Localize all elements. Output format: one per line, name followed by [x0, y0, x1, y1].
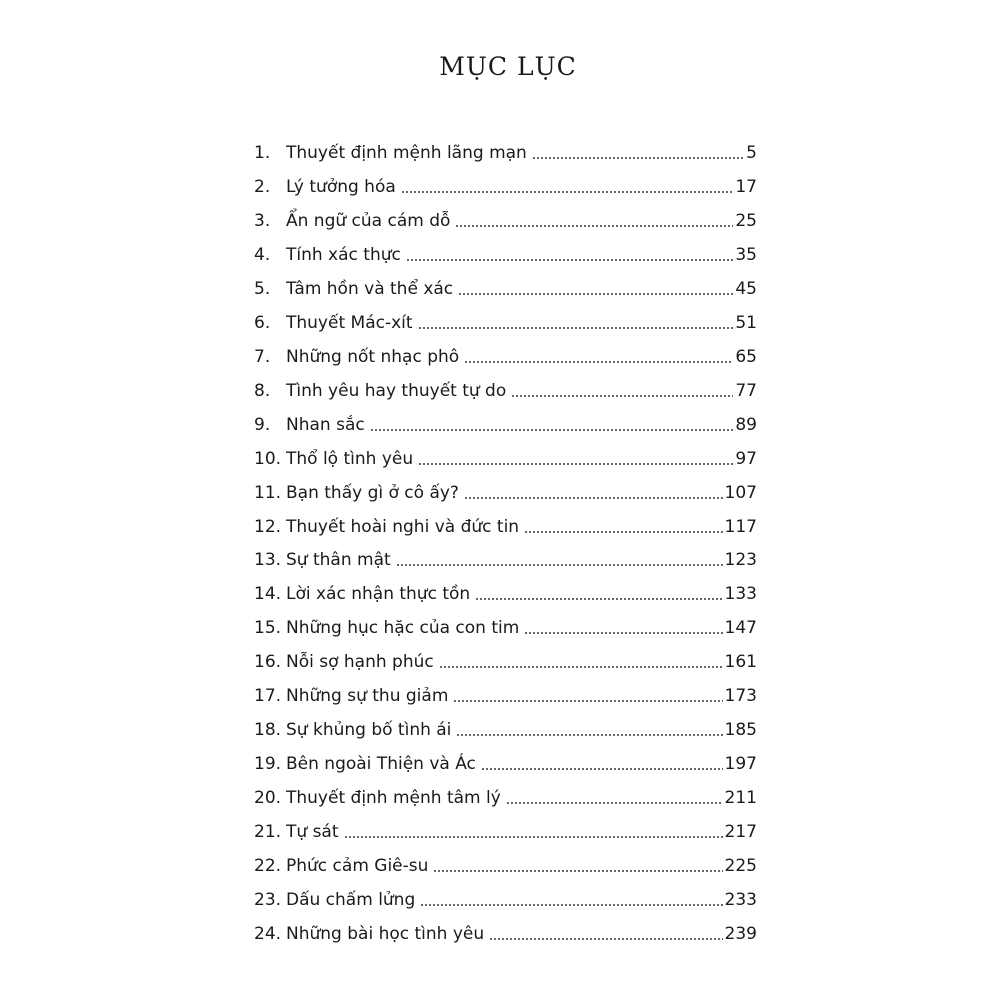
toc-entry-title: Tâm hồn và thể xác: [286, 278, 454, 299]
dot-leader: [464, 497, 723, 499]
toc-entry-number: 17.: [254, 686, 282, 707]
toc-entry-number: 21.: [254, 822, 282, 842]
toc-entry-number: 7.: [254, 346, 271, 367]
dot-leader: [418, 463, 733, 465]
toc-entry-title: Thuyết hoài nghi và đức tin: [286, 516, 520, 537]
dot-leader: [439, 666, 723, 668]
toc-entry-title: Dấu chấm lửng: [286, 889, 416, 910]
toc-entry: [254, 274, 757, 304]
toc-entry-page: 97: [735, 448, 757, 469]
dot-leader: [418, 327, 734, 329]
toc-entry-page: 89: [735, 414, 757, 435]
toc-entry: [254, 512, 757, 542]
toc-entry-page: 239: [724, 923, 757, 944]
dot-leader: [370, 429, 734, 431]
toc-entry-page: 35: [735, 244, 757, 265]
toc-entry: [254, 545, 757, 575]
toc-entry: [254, 647, 757, 677]
toc-entry-number: 16.: [254, 652, 282, 673]
toc-entry-title: Phức cảm Giê-su: [286, 856, 429, 876]
toc-entry-title: Ẩn ngữ của cám dỗ: [286, 210, 451, 231]
toc-entry-page: 51: [735, 312, 757, 333]
toc-entry-title: Bên ngoài Thiện và Ác: [286, 754, 476, 775]
toc-entry-title: Nhan sắc: [286, 414, 365, 435]
toc-entry-page: 45: [735, 278, 757, 299]
toc-entry-page: 65: [735, 346, 757, 367]
toc-entry: [254, 138, 757, 168]
toc-entry-number: 18.: [254, 720, 282, 741]
toc-entry-title: Nỗi sợ hạnh phúc: [286, 652, 434, 673]
toc-entry-title: Thuyết định mệnh tâm lý: [286, 788, 501, 809]
toc-entry-number: 23.: [254, 889, 282, 910]
toc-entry-page: 123: [724, 550, 757, 571]
toc-entry-number: 5.: [254, 278, 271, 299]
toc-entry-page: 173: [724, 686, 757, 707]
toc-entry: [254, 851, 757, 881]
toc-entry-number: 8.: [254, 380, 271, 401]
dot-leader: [524, 531, 722, 533]
toc-entry: [254, 715, 757, 745]
toc-entry-number: 12.: [254, 516, 282, 537]
toc-entry-number: 20.: [254, 788, 282, 809]
toc-entry-title: Thuyết Mác-xít: [286, 312, 413, 333]
dot-leader: [524, 632, 722, 634]
toc-entry-title: Những nốt nhạc phô: [286, 346, 460, 367]
toc-entry-page: 17: [735, 176, 757, 197]
dot-leader: [464, 361, 733, 363]
toc-entry-page: 217: [724, 822, 757, 842]
toc-entry-page: 211: [724, 788, 757, 809]
toc-entry-number: 1.: [254, 143, 271, 163]
toc-entry-page: 161: [724, 652, 757, 673]
toc-entry: [254, 478, 757, 508]
toc-entry-number: 15.: [254, 618, 282, 639]
toc-entry-page: 197: [724, 754, 757, 775]
dot-leader: [511, 395, 733, 397]
toc-entry-number: 10.: [254, 448, 282, 469]
toc-entry: [254, 376, 757, 406]
toc-entry-number: 9.: [254, 414, 271, 435]
dot-leader: [406, 259, 734, 261]
toc-entry-page: 185: [724, 720, 757, 741]
toc-entry-title: Những hục hặc của con tim: [286, 618, 520, 639]
toc-entry-number: 6.: [254, 312, 271, 333]
toc-entry-number: 14.: [254, 584, 282, 605]
toc-entry-title: Lý tưởng hóa: [286, 176, 396, 197]
toc-entry: [254, 240, 757, 270]
toc-entry-number: 24.: [254, 923, 282, 944]
toc-entry-page: 107: [724, 482, 757, 503]
dot-leader: [506, 802, 723, 804]
toc-entry-page: 225: [724, 856, 757, 876]
toc-entry-title: Sự thân mật: [286, 550, 391, 571]
dot-leader: [458, 293, 733, 295]
toc-entry-number: 11.: [254, 482, 282, 503]
toc-entry: [254, 444, 757, 474]
toc-entry-title: Bạn thấy gì ở cô ấy?: [286, 482, 459, 503]
dot-leader: [481, 768, 723, 770]
toc-entry-title: Thổ lộ tình yêu: [286, 448, 414, 469]
toc-entry-page: 233: [724, 889, 757, 910]
toc-entry-number: 3.: [254, 210, 271, 231]
dot-leader: [401, 191, 734, 193]
dot-leader: [344, 836, 723, 838]
toc-entry-page: 133: [724, 584, 757, 605]
dot-leader: [396, 564, 723, 566]
toc-entry-title: Tự sát: [286, 822, 339, 842]
toc-entry: [254, 817, 757, 847]
dot-leader: [420, 904, 722, 906]
toc-entry-title: Tính xác thực: [286, 244, 401, 265]
toc-entry: [254, 206, 757, 236]
dot-leader: [489, 938, 722, 940]
toc-entry-title: Những bài học tình yêu: [286, 923, 485, 944]
toc-entry-title: Sự khủng bố tình ái: [286, 720, 452, 741]
dot-leader: [455, 225, 733, 227]
toc-entry: [254, 681, 757, 711]
toc-entry: [254, 172, 757, 202]
dot-leader: [532, 157, 744, 159]
toc-entry-number: 2.: [254, 176, 271, 197]
toc-entry-page: 25: [735, 210, 757, 231]
dot-leader: [453, 700, 722, 702]
toc-entry-title: Thuyết định mệnh lãng mạn: [286, 143, 527, 163]
toc-entry-number: 13.: [254, 550, 282, 571]
toc-entry-title: Lời xác nhận thực tồn: [286, 584, 471, 605]
toc-entry: [254, 783, 757, 813]
toc-entry-number: 19.: [254, 754, 282, 775]
dot-leader: [475, 598, 722, 600]
toc-entry-page: 5: [746, 143, 757, 163]
toc-entry-title: Tình yêu hay thuyết tự do: [286, 380, 507, 401]
toc-entry: [254, 308, 757, 338]
toc-entry: [254, 342, 757, 372]
toc-entry: [254, 919, 757, 949]
toc-entry-title: Những sự thu giảm: [286, 686, 449, 707]
toc-entry-page: 147: [724, 618, 757, 639]
toc-entry-page: 77: [735, 380, 757, 401]
dot-leader: [433, 870, 722, 872]
toc-entry: [254, 885, 757, 915]
toc-entry: [254, 613, 757, 643]
page-title: MỤC LỤC: [439, 52, 577, 81]
toc-entry: [254, 749, 757, 779]
toc-entry-page: 117: [724, 516, 757, 537]
toc-entry-number: 4.: [254, 244, 271, 265]
dot-leader: [456, 734, 722, 736]
toc-entry: [254, 410, 757, 440]
toc-entry-number: 22.: [254, 856, 282, 876]
toc-entry: [254, 579, 757, 609]
